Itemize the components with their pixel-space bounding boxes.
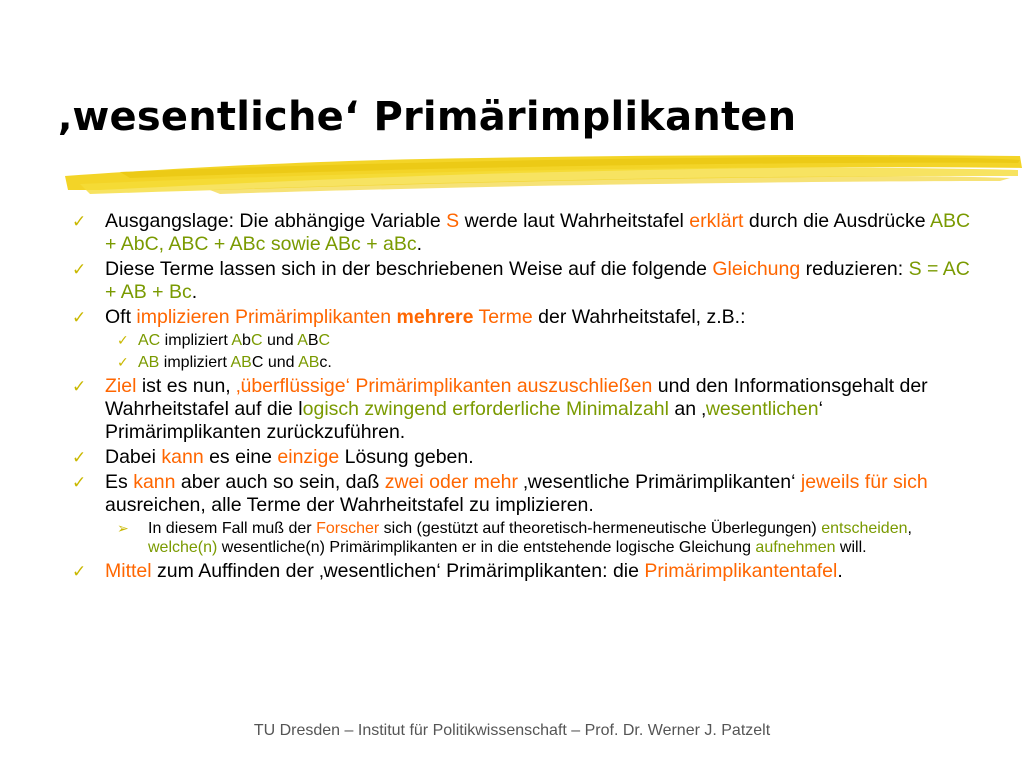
check-icon: ✓ <box>72 448 87 467</box>
text-segment: ‚überflüssige‘ Primärimplikanten auszuschließen <box>236 375 653 397</box>
text-segment: zwei oder mehr <box>384 471 519 493</box>
check-icon: ✓ <box>117 354 129 370</box>
text-segment: AB <box>138 354 160 371</box>
text-segment: wesentlichen <box>705 398 819 420</box>
text-segment: will. <box>835 539 867 556</box>
item-text <box>138 354 332 371</box>
list-item <box>72 210 972 256</box>
text-segment: werde laut Wahrheitstafel <box>459 210 690 232</box>
item-text <box>105 210 970 255</box>
footer-text: TU Dresden – Institut für Politikwissenschaft – Prof. Dr. Werner J. Patzelt <box>253 722 771 739</box>
text-segment: und den Informationsgehalt der Wahrheitstafel auf die l <box>105 375 928 420</box>
item-text <box>105 560 843 582</box>
list-item <box>72 471 972 517</box>
text-segment: kann <box>161 446 204 468</box>
text-segment: ist es nun, <box>136 375 237 397</box>
text-segment: es eine <box>203 446 278 468</box>
text-segment: AB <box>230 354 252 371</box>
text-segment: an ‚ <box>668 398 706 420</box>
text-segment: C und <box>251 354 299 371</box>
text-segment: C <box>318 332 331 349</box>
text-segment: implizieren Primärimplikanten <box>136 306 397 328</box>
item-text <box>105 306 746 328</box>
check-icon: ✓ <box>72 308 87 327</box>
check-icon: ✓ <box>72 473 87 492</box>
list-item <box>72 560 972 583</box>
check-icon: ✓ <box>117 332 129 348</box>
text-segment: . <box>191 281 198 303</box>
slide-title: ‚wesentliche‘ Primärimplikanten <box>57 94 797 140</box>
text-segment: S = AC + AB + Bc <box>105 258 970 303</box>
slide-footer <box>0 722 1024 740</box>
text-segment: ausreichen, alle Terme der Wahrheitstafel zu implizieren. <box>105 494 594 516</box>
list-item <box>72 375 972 444</box>
text-segment: Forscher <box>316 520 380 537</box>
text-segment: Ziel <box>105 375 137 397</box>
check-icon: ✓ <box>72 377 87 396</box>
text-segment: durch die Ausdrücke <box>743 210 930 232</box>
text-segment: wesentliche(n) Primärimplikanten er in die entstehende logische Gleichung <box>217 539 756 556</box>
text-segment: mehrere <box>396 306 474 328</box>
text-segment: aufnehmen <box>755 539 836 556</box>
arrow-icon: ➢ <box>117 520 129 536</box>
item-text <box>105 446 474 468</box>
text-segment: reduzieren: <box>800 258 909 280</box>
text-segment: . <box>837 560 843 582</box>
item-text <box>105 471 928 516</box>
text-segment: einzige <box>277 446 340 468</box>
text-segment: In diesem Fall muß der <box>148 520 317 537</box>
text-segment: Dabei <box>105 446 162 468</box>
text-segment: ABC + AbC, ABC + ABc sowie ABc + aBc <box>105 210 971 255</box>
text-segment: Ausgangslage: Die abhängige Variable <box>105 210 447 232</box>
text-segment: A <box>231 332 243 349</box>
text-segment: kann <box>133 471 176 493</box>
text-segment: welche(n) <box>148 539 218 556</box>
text-segment: erklärt <box>689 210 744 232</box>
item-text <box>105 258 970 303</box>
bullet-list <box>72 210 972 585</box>
text-segment: Diese Terme lassen sich in der beschriebenen Weise auf die folgende <box>105 258 713 280</box>
sub-list-item <box>117 519 972 557</box>
text-segment: ogisch zwingend erforderliche Minimalzahl <box>302 398 669 420</box>
brush-stroke-decoration <box>60 146 1024 200</box>
item-text <box>105 375 928 443</box>
sub-list-item <box>117 331 972 350</box>
list-item <box>72 258 972 304</box>
text-segment: c. <box>319 354 332 371</box>
text-segment: impliziert <box>159 354 231 371</box>
list-item <box>72 306 972 329</box>
text-segment: S <box>446 210 460 232</box>
text-segment: sich (gestützt auf theoretisch-hermeneutische Überlegungen) <box>379 520 822 537</box>
text-segment: , <box>907 520 912 537</box>
text-segment: B <box>307 332 319 349</box>
text-segment: Es <box>105 471 134 493</box>
text-segment: impliziert <box>160 332 232 349</box>
check-icon: ✓ <box>72 212 87 231</box>
text-segment: b <box>242 332 251 349</box>
text-segment: Lösung geben. <box>339 446 474 468</box>
check-icon: ✓ <box>72 562 87 581</box>
text-segment: zum Auffinden der ‚wesentlichen‘ Primärimplikanten: die <box>151 560 645 582</box>
text-segment: aber auch so sein, daß <box>175 471 385 493</box>
text-segment: Primärimplikantentafel <box>644 560 838 582</box>
text-segment: . <box>416 233 423 255</box>
text-segment: der Wahrheitstafel, z.B.: <box>532 306 746 328</box>
text-segment: Terme <box>473 306 533 328</box>
item-text <box>148 520 912 556</box>
text-segment: ‚wesentliche Primärimplikanten‘ <box>518 471 801 493</box>
text-segment: entscheiden <box>821 520 908 537</box>
text-segment: AB <box>298 354 320 371</box>
text-segment: Oft <box>105 306 137 328</box>
text-segment: ‘ Primärimplikanten zurückzuführen. <box>105 398 823 443</box>
list-item <box>72 446 972 469</box>
sub-list-item <box>117 353 972 372</box>
text-segment: Mittel <box>105 560 152 582</box>
check-icon: ✓ <box>72 260 87 279</box>
text-segment: jeweils für sich <box>800 471 928 493</box>
text-segment: A <box>297 332 308 349</box>
item-text <box>138 332 330 349</box>
text-segment: und <box>262 332 298 349</box>
text-segment: Gleichung <box>712 258 801 280</box>
text-segment: C <box>250 332 263 349</box>
text-segment: AC <box>138 332 161 349</box>
